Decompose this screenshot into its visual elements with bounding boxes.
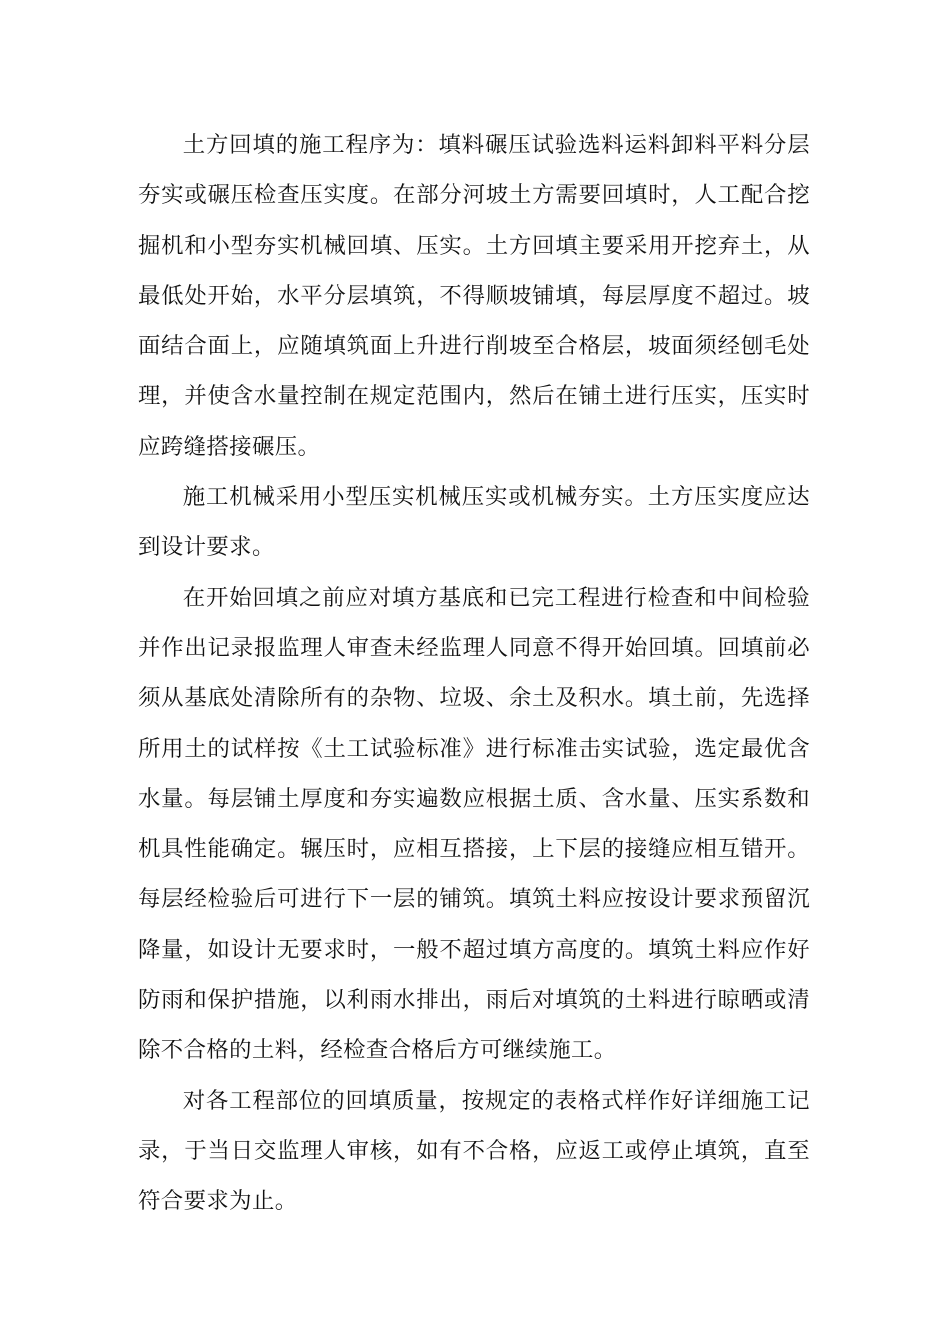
document-body <box>138 120 810 1227</box>
paragraph-compaction-machinery: 施工机械采用小型压实机械压实或机械夯实。土方压实度应达到设计要求。 <box>138 484 810 561</box>
paragraph-pre-backfill-inspection: 在开始回填之前应对填方基底和已完工程进行检查和中间检验并作出记录报监理人审查未经监理人同意不得开始回填。回填前必须从基底处清除所有的杂物、垃圾、余土及积水。填土前，先选择所用土的试样按《土工试验标准》进行标准击实试验，选定最优含水量。每层铺土厚度和夯实遍数应根据土质、含水量、压实系数和机具性能确定。辗压时，应相互搭接，上下层的接缝应相互错开。每层经检验后可进行下一层的铺筑。填筑土料应按设计要求预留沉降量，如设计无要求时，一般不超过填方高度的。填筑土料应作好防雨和保护措施，以利雨水排出，雨后对填筑的土料进行晾晒或清除不合格的土料，经检查合格后方可继续施工。 <box>138 584 810 1064</box>
paragraph-quality-records: 对各工程部位的回填质量，按规定的表格式样作好详细施工记录，于当日交监理人审核，如有不合格，应返工或停止填筑，直至符合要求为止。 <box>138 1087 810 1215</box>
paragraph-backfill-procedure: 土方回填的施工程序为：填料碾压试验选料运料卸料平料分层夯实或碾压检查压实度。在部分河坡土方需要回填时，人工配合挖掘机和小型夯实机械回填、压实。土方回填主要采用开挖弃土，从最低处开始，水平分层填筑，不得顺坡铺填，每层厚度不超过。坡面结合面上，应随填筑面上升进行削坡至合格层，坡面须经刨毛处理，并使含水量控制在规定范围内，然后在铺土进行压实，压实时应跨缝搭接碾压。 <box>138 132 810 460</box>
